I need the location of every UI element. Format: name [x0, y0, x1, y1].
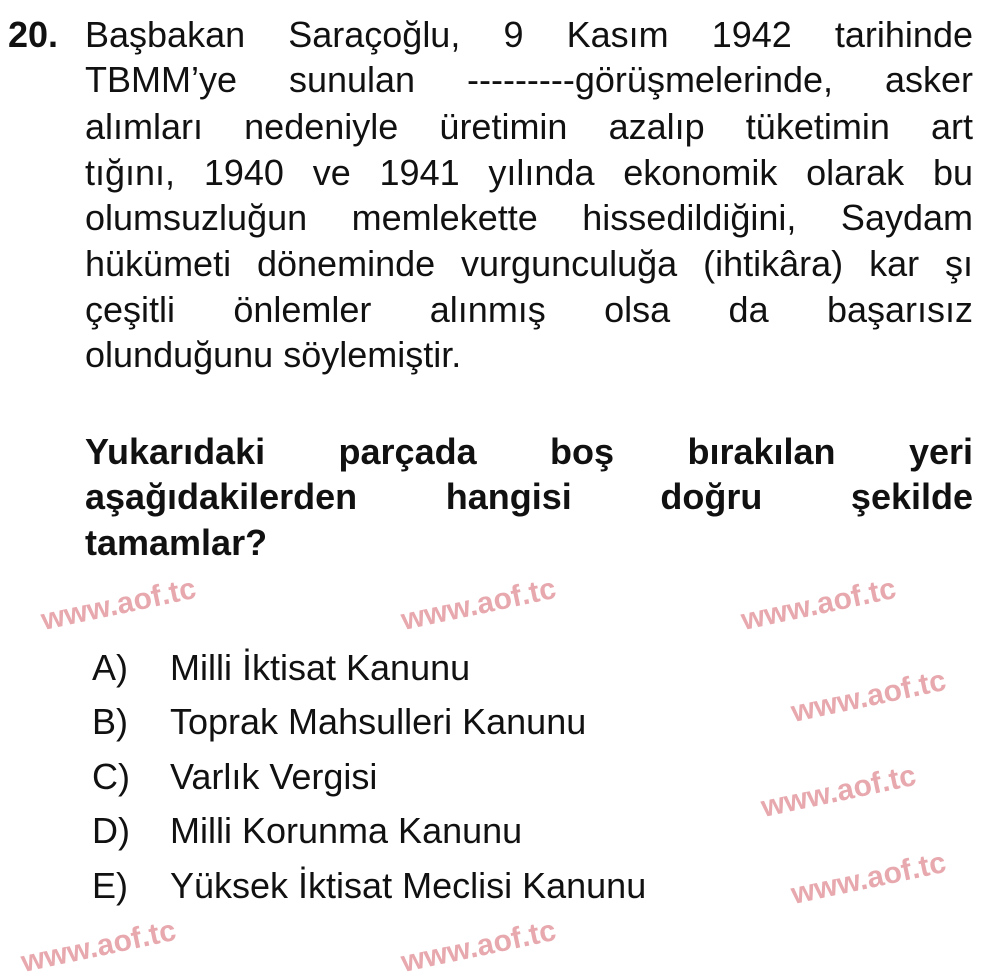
watermark: www.aof.tc	[398, 914, 559, 979]
prompt-line: aşağıdakilerden hangisi doğru şekilde	[85, 476, 973, 517]
option-letter: E)	[92, 865, 128, 906]
option-a[interactable]	[92, 647, 470, 689]
option-d[interactable]	[92, 810, 522, 852]
option-letter: A)	[92, 647, 128, 688]
watermark: www.aof.tc	[38, 572, 199, 637]
question-number: 20.	[8, 14, 59, 55]
option-letter: D)	[92, 810, 130, 851]
watermark: www.aof.tc	[18, 914, 179, 979]
watermark: www.aof.tc	[398, 572, 559, 637]
option-e[interactable]	[92, 865, 646, 907]
prompt-line: tamamlar?	[85, 522, 268, 563]
passage-line: tığını, 1940 ve 1941 yılında ekonomik olarak bu	[85, 152, 973, 193]
option-text: Toprak Mahsulleri Kanunu	[170, 701, 587, 742]
option-c[interactable]	[92, 756, 377, 798]
passage-line: Başbakan Saraçoğlu, 9 Kasım 1942 tarihinde	[85, 14, 973, 55]
passage-line: alımları nedeniyle üretimin azalıp tüketimin art	[85, 106, 973, 147]
option-letter: B)	[92, 701, 128, 742]
watermark: www.aof.tc	[788, 846, 949, 911]
option-b[interactable]	[92, 701, 586, 743]
option-text: Varlık Vergisi	[170, 756, 378, 797]
prompt-line: Yukarıdaki parçada boş bırakılan yeri	[85, 431, 973, 472]
passage-line: TBMM’ye sunulan ---------görüşmelerinde, asker	[85, 59, 973, 100]
passage-line: olumsuzluğun memlekette hissedildiğini, Saydam	[85, 197, 973, 238]
passage-line: hükümeti döneminde vurgunculuğa (ihtikâra) kar şı	[85, 243, 973, 284]
option-text: Yüksek İktisat Meclisi Kanunu	[170, 865, 647, 906]
option-text: Milli Korunma Kanunu	[170, 810, 523, 851]
watermark: www.aof.tc	[758, 759, 919, 824]
option-text: Milli İktisat Kanunu	[170, 647, 471, 688]
watermark: www.aof.tc	[738, 572, 899, 637]
watermark: www.aof.tc	[788, 664, 949, 729]
passage-line: çeşitli önlemler alınmış olsa da başarısız	[85, 289, 973, 330]
passage-line: olunduğunu söylemiştir.	[85, 334, 462, 375]
option-letter: C)	[92, 756, 130, 797]
